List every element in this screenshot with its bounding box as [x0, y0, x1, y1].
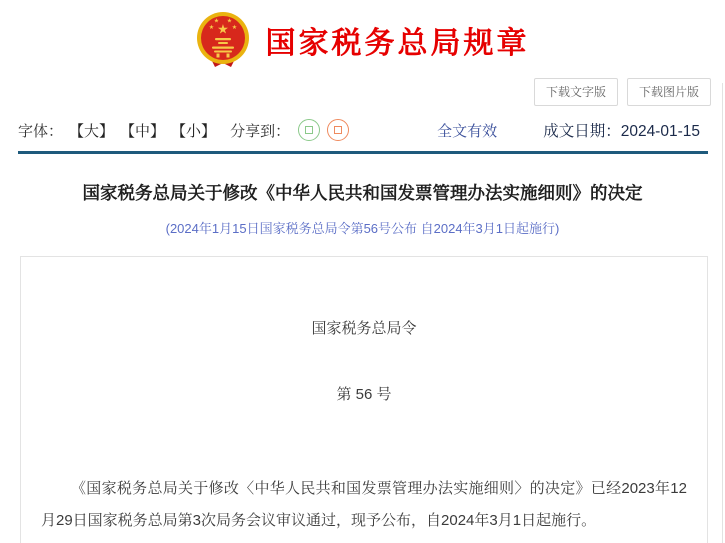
- page-right-border: [722, 83, 723, 543]
- document-body-box: [20, 256, 708, 543]
- share-label: 分享到：: [230, 122, 291, 140]
- decree-number: 第 56 号: [336, 386, 392, 403]
- document-subtitle: (2024年1月15日国家税务总局令第56号公布 自2024年3月1日起施行): [165, 221, 560, 236]
- font-size-label: 字体：: [18, 122, 64, 140]
- publish-date: [543, 119, 700, 141]
- download-text-button[interactable]: 下载文字版: [534, 78, 618, 106]
- svg-text:★: ★: [216, 22, 229, 38]
- header-divider: [18, 151, 708, 154]
- share-placeholder-glyph: [334, 126, 342, 134]
- wechat-share-icon[interactable]: [298, 119, 320, 141]
- weibo-share-icon[interactable]: [327, 119, 349, 141]
- validity-status-badge: 全文有效: [437, 122, 498, 140]
- font-size-medium-button[interactable]: 【中】: [120, 122, 166, 140]
- decree-issuer: 国家税务总局令: [311, 320, 417, 337]
- download-image-button[interactable]: 下载图片版: [627, 78, 711, 106]
- site-header: [0, 0, 725, 68]
- share-placeholder-glyph: [305, 126, 313, 134]
- publish-date-label: 成文日期：: [543, 123, 621, 140]
- national-emblem-icon: [196, 11, 250, 69]
- article-toolbar: [18, 118, 708, 142]
- download-actions: [0, 68, 725, 106]
- svg-text:★: ★: [231, 24, 237, 31]
- svg-text:★: ★: [208, 24, 214, 31]
- font-size-small-button[interactable]: 【小】: [171, 122, 217, 140]
- svg-text:★: ★: [226, 17, 232, 25]
- document-title: 国家税务总局关于修改《中华人民共和国发票管理办法实施细则》的决定: [82, 183, 643, 203]
- svg-text:★: ★: [213, 17, 219, 25]
- toolbar-right: [437, 119, 708, 141]
- site-title: 国家税务总局规章: [265, 27, 530, 60]
- publish-date-value: 2024-01-15: [620, 123, 700, 140]
- share-icons: [298, 119, 349, 141]
- decree-paragraph: 《国家税务总局关于修改〈中华人民共和国发票管理办法实施细则〉的决定》已经2023年12月29日国家税务总局第3次局务会议审议通过，现予公布，自2024年3月1日起施行。: [41, 480, 687, 529]
- font-size-large-button[interactable]: 【大】: [69, 122, 115, 140]
